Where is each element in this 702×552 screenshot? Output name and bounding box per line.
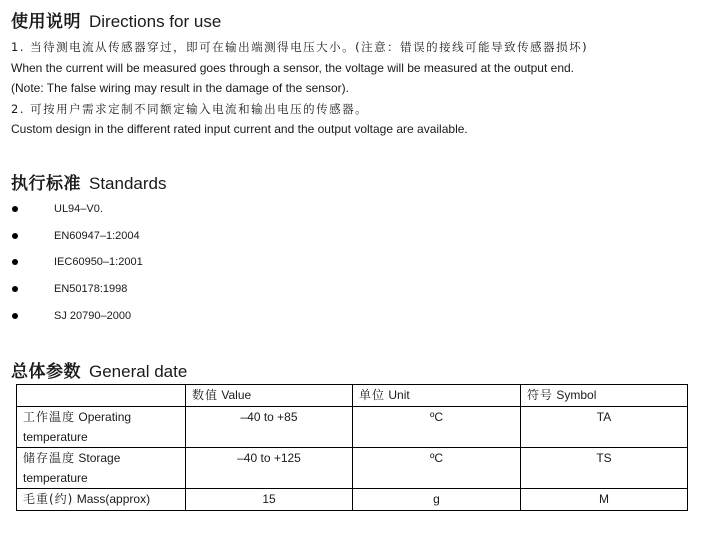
direction-1-en: When the current will be measured goes through a sensor, the voltage will be measured at the output end. — [11, 60, 575, 75]
direction-1-note: (Note: The false wiring may result in the damage of the sensor). — [11, 81, 349, 95]
directions-heading-en: Directions for use — [89, 12, 222, 31]
bullet-icon — [12, 313, 18, 319]
directions-body — [11, 37, 588, 140]
row-symbol: TS — [521, 448, 688, 489]
row-unit: ºC — [353, 448, 521, 489]
table-row — [17, 448, 688, 489]
standards-list — [11, 196, 143, 329]
row-unit: g — [353, 489, 521, 511]
bullet-icon — [12, 206, 18, 212]
bullet-icon — [12, 286, 18, 292]
directions-heading — [11, 7, 221, 32]
direction-2-cn: 2. 可按用户需求定制不同额定输入电流和输出电压的传感器。 — [11, 101, 369, 116]
header-value: 数值 Value — [186, 385, 353, 407]
standard-label: IEC60950–1:2001 — [54, 256, 143, 269]
direction-1-cn: 1. 当待测电流从传感器穿过，即可在输出端测得电压大小。(注意：错误的接线可能导致传感器损坏) — [11, 40, 589, 54]
row-label: 工作温度 Operating temperature — [17, 407, 186, 448]
list-item — [11, 249, 143, 276]
table-header-row — [17, 385, 688, 407]
row-value: –40 to +85 — [186, 407, 353, 448]
list-item — [11, 196, 143, 223]
row-symbol: TA — [521, 407, 688, 448]
row-unit: ºC — [353, 407, 521, 448]
bullet-icon — [12, 233, 18, 239]
table-row — [17, 407, 688, 448]
standards-heading — [11, 169, 167, 194]
row-label: 储存温度 Storage temperature — [17, 448, 186, 489]
row-label: 毛重(约) Mass(approx) — [17, 489, 186, 511]
header-unit: 单位 Unit — [353, 385, 521, 407]
direction-2-en: Custom design in the different rated input current and the output voltage are available. — [11, 122, 468, 136]
standards-heading-en: Standards — [89, 174, 167, 193]
standard-label: EN60947–1:2004 — [54, 229, 140, 242]
standard-label: SJ 20790–2000 — [54, 309, 132, 322]
general-heading-cn: 总体参数 — [11, 362, 81, 382]
header-empty-cell — [17, 385, 186, 407]
row-value: 15 — [186, 489, 353, 511]
standards-heading-cn: 执行标准 — [11, 174, 81, 194]
general-parameters-table — [16, 384, 688, 511]
standard-label: UL94–V0. — [54, 203, 103, 216]
row-value: –40 to +125 — [186, 448, 353, 489]
list-item — [11, 223, 143, 250]
list-item — [11, 302, 143, 329]
list-item — [11, 276, 143, 303]
table-row — [17, 489, 688, 511]
row-symbol: M — [521, 489, 688, 511]
bullet-icon — [12, 259, 18, 265]
general-heading — [11, 357, 187, 382]
header-symbol: 符号 Symbol — [521, 385, 688, 407]
general-heading-en: General date — [89, 362, 188, 381]
directions-heading-cn: 使用说明 — [11, 12, 81, 32]
standard-label: EN50178:1998 — [54, 283, 128, 296]
